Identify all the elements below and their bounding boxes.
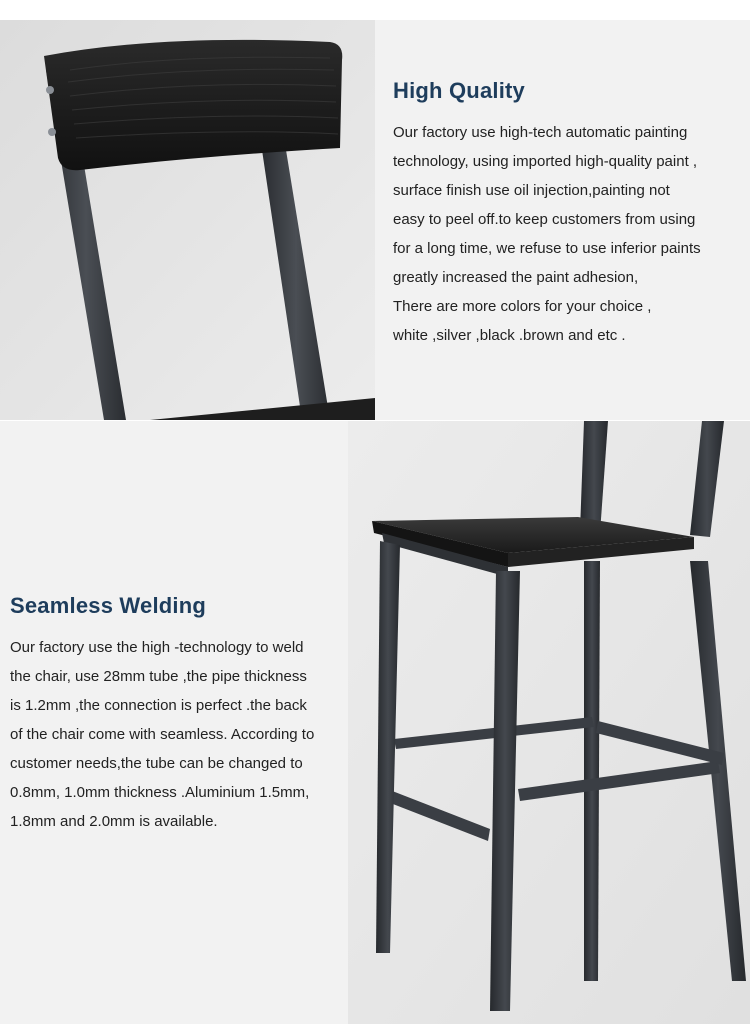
high-quality-description (393, 118, 738, 350)
bar-stool-photo (348, 421, 750, 1024)
high-quality-heading: High Quality (393, 78, 525, 103)
high-quality-section (0, 20, 750, 420)
description-line: for a long time, we refuse to use inferior paints (393, 240, 701, 257)
description-line: Our factory use the high -technology to weld (10, 639, 304, 656)
description-line: of the chair come with seamless. According to (10, 726, 315, 743)
seamless-welding-heading: Seamless Welding (10, 593, 206, 618)
seamless-welding-section (0, 421, 750, 1024)
chair-backrest-illustration (0, 20, 375, 420)
description-line: white ,silver ,black .brown and etc . (393, 327, 626, 344)
description-line: surface finish use oil injection,painting not (393, 182, 670, 199)
bar-stool-illustration (348, 421, 750, 1024)
seamless-welding-description (10, 633, 342, 836)
description-line: easy to peel off.to keep customers from using (393, 211, 696, 228)
chair-backrest-photo (0, 20, 375, 420)
high-quality-text (393, 78, 738, 350)
description-line: technology, using imported high-quality paint , (393, 153, 698, 170)
description-line: the chair, use 28mm tube ,the pipe thickness (10, 668, 307, 685)
description-line: There are more colors for your choice , (393, 298, 652, 315)
description-line: is 1.2mm ,the connection is perfect .the back (10, 697, 307, 714)
description-line: greatly increased the paint adhesion, (393, 269, 639, 286)
description-line: 1.8mm and 2.0mm is available. (10, 813, 218, 830)
seamless-welding-text (10, 593, 342, 836)
description-line: Our factory use high-tech automatic painting (393, 124, 688, 141)
description-line: customer needs,the tube can be changed to (10, 755, 303, 772)
description-line: 0.8mm, 1.0mm thickness .Aluminium 1.5mm, (10, 784, 310, 801)
